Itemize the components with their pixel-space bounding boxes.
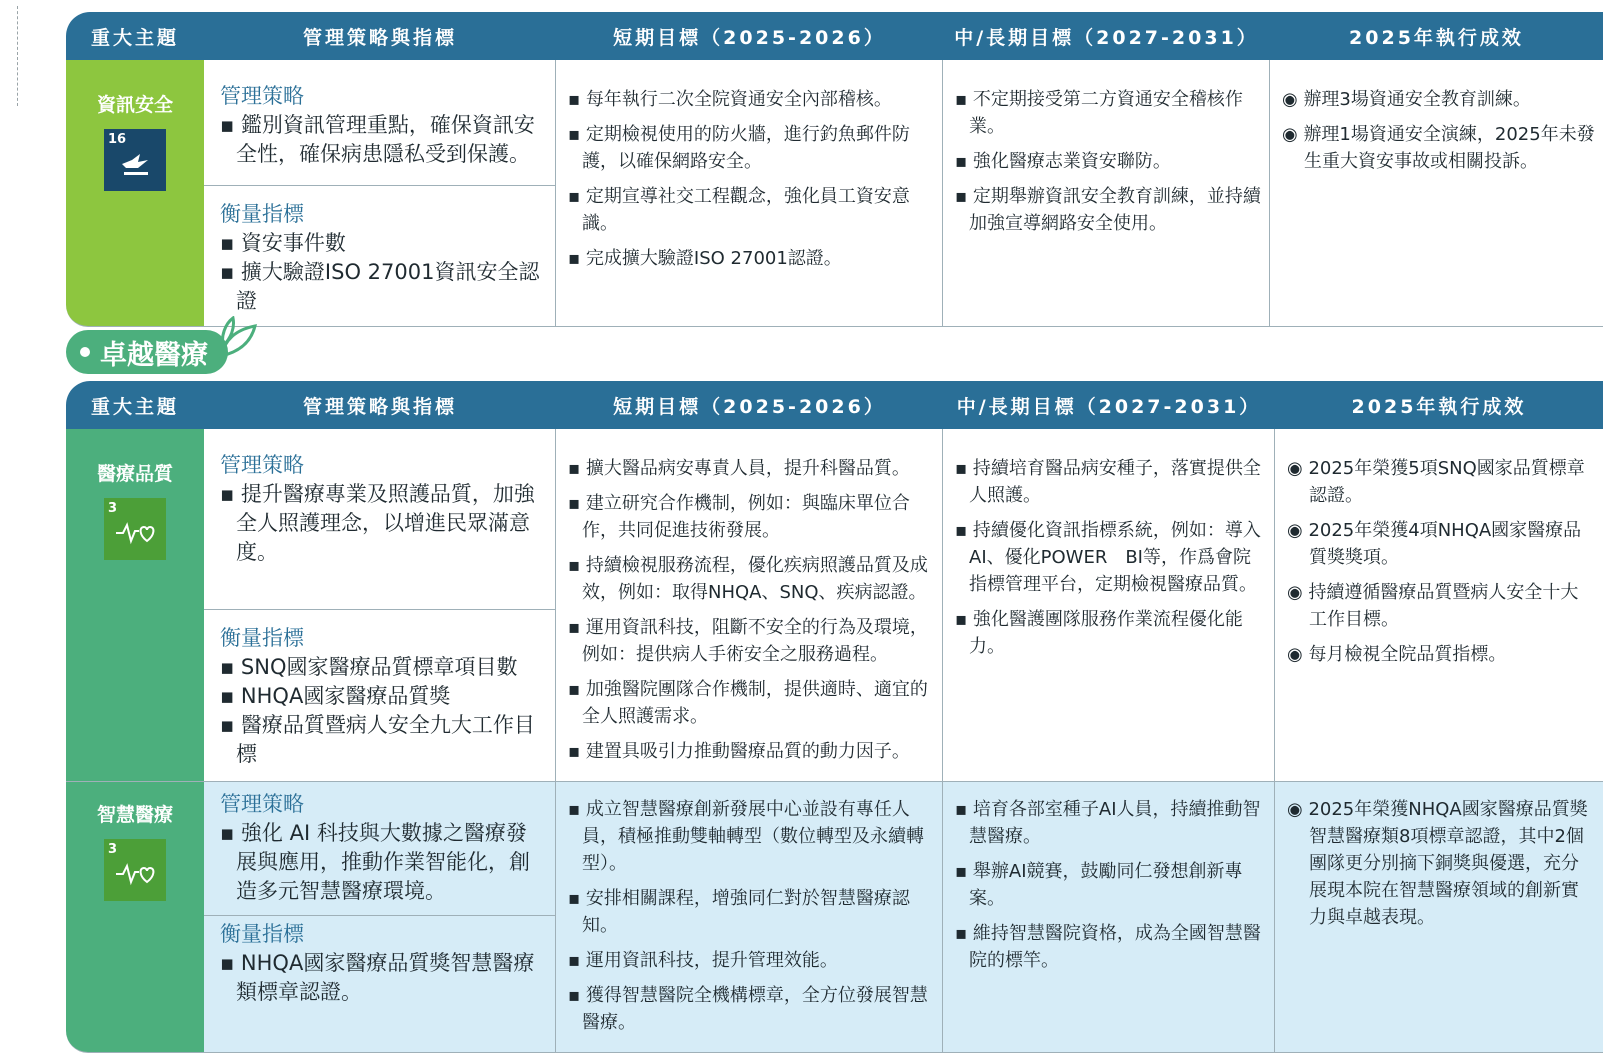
strategy-cell xyxy=(204,782,556,1053)
mid-term-cell xyxy=(943,429,1275,782)
strategy-block xyxy=(204,782,555,916)
strategy-label: 管理策略 xyxy=(220,84,304,108)
header-short-term: 短期目標（2025-2026） xyxy=(556,381,943,429)
list-item: ▪ 持續優化資訊指標系統，例如：導入AI、優化POWER BI等，作爲會院指標管理平台，定期檢視醫療品質。 xyxy=(955,517,1266,598)
list-item: ▪ 運用資訊科技，阻斷不安全的行為及環境，例如：提供病人手術安全之服務過程。 xyxy=(568,614,934,668)
list-item: ◉ 2025年榮獲5項SNQ國家品質標章認證。 xyxy=(1287,455,1595,509)
list-item: ▪ 舉辦AI競賽，鼓勵同仁發想創新專案。 xyxy=(955,858,1266,912)
list-item: ◉ 持續遵循醫療品質暨病人安全十大工作目標。 xyxy=(1287,579,1595,633)
bullet-dot-icon xyxy=(80,347,90,357)
strategy-block xyxy=(204,60,555,186)
indicator-label: 衡量指標 xyxy=(220,202,304,226)
table-header-row xyxy=(66,12,1603,60)
strategy-cell xyxy=(204,60,556,327)
list-item: ▪ 加強醫院團隊合作機制，提供適時、適宜的全人照護需求。 xyxy=(568,676,934,730)
sdg3-good-health-icon: 3 xyxy=(104,839,166,901)
indicator-item: ▪ 擴大驗證ISO 27001資訊安全認證 xyxy=(220,258,543,316)
header-strategy: 管理策略與指標 xyxy=(204,381,556,429)
topic-cell xyxy=(66,782,204,1053)
table-row xyxy=(66,429,1603,782)
section-title: 卓越醫療 xyxy=(66,330,228,374)
list-item: ◉ 每月檢視全院品質指標。 xyxy=(1287,641,1595,668)
table-row xyxy=(66,60,1603,327)
list-item: ◉ 辦理3場資通安全教育訓練。 xyxy=(1282,86,1595,113)
list-item: ▪ 維持智慧醫院資格，成為全國智慧醫院的標竿。 xyxy=(955,920,1266,974)
list-item: ◉ 辦理1場資通安全演練，2025年未發生重大資安事故或相關投訴。 xyxy=(1282,121,1595,175)
strategy-item: ▪ 提升醫療專業及照護品質，加強全人照護理念，以增進民眾滿意度。 xyxy=(220,480,543,567)
header-short-term: 短期目標（2025-2026） xyxy=(556,12,943,60)
sdg16-peace-justice-icon: 16 xyxy=(104,129,166,191)
header-mid-long-term: 中/長期目標（2027-2031） xyxy=(943,12,1270,60)
header-topic: 重大主題 xyxy=(66,381,204,429)
list-item: ▪ 運用資訊科技，提升管理效能。 xyxy=(568,947,934,974)
mid-term-cell xyxy=(943,60,1270,327)
list-item: ▪ 每年執行二次全院資通安全內部稽核。 xyxy=(568,86,934,113)
header-topic: 重大主題 xyxy=(66,12,204,60)
excellent-medical-table xyxy=(66,381,1603,1053)
indicator-block xyxy=(204,916,555,1017)
list-item: ▪ 定期宣導社交工程觀念，強化員工資安意識。 xyxy=(568,183,934,237)
results-cell xyxy=(1270,60,1603,327)
strategy-label: 管理策略 xyxy=(220,453,304,477)
header-strategy: 管理策略與指標 xyxy=(204,12,556,60)
dove-icon xyxy=(118,150,152,180)
indicator-label: 衡量指標 xyxy=(220,922,304,946)
list-item: ▪ 建置具吸引力推動醫療品質的動力因子。 xyxy=(568,738,934,765)
list-item: ▪ 建立研究合作機制，例如：與臨床單位合作，共同促進技術發展。 xyxy=(568,490,934,544)
topic-cell xyxy=(66,60,204,327)
header-mid-long-term: 中/長期目標（2027-2031） xyxy=(943,381,1275,429)
indicator-label: 衡量指標 xyxy=(220,626,304,650)
list-item: ▪ 成立智慧醫療創新發展中心並設有專任人員，積極推動雙軸轉型（數位轉型及永續轉型）。 xyxy=(568,796,934,877)
list-item: ▪ 持續檢視服務流程，優化疾病照護品質及成效，例如：取得NHQA、SNQ、疾病認證。 xyxy=(568,552,934,606)
list-item: ▪ 強化醫療志業資安聯防。 xyxy=(955,148,1261,175)
leaf-icon xyxy=(215,316,261,360)
list-item: ▪ 獲得智慧醫院全機構標章，全方位發展智慧醫療。 xyxy=(568,982,934,1036)
list-item: ▪ 不定期接受第二方資通安全稽核作業。 xyxy=(955,86,1261,140)
short-term-cell xyxy=(556,60,943,327)
indicator-block xyxy=(204,610,555,779)
list-item: ▪ 強化醫護團隊服務作業流程優化能力。 xyxy=(955,606,1266,660)
table-row xyxy=(66,782,1603,1053)
indicator-item: ▪ 醫療品質暨病人安全九大工作目標 xyxy=(220,711,543,769)
heartbeat-icon xyxy=(115,860,155,886)
topic-name: 醫療品質 xyxy=(96,463,173,485)
topic-name: 智慧醫療 xyxy=(96,804,173,826)
sdg3-good-health-icon: 3 xyxy=(104,498,166,560)
list-item: ▪ 定期舉辦資訊安全教育訓練，並持續加強宣導網路安全使用。 xyxy=(955,183,1261,237)
results-cell xyxy=(1275,782,1603,1053)
strategy-item: ▪ 鑑別資訊管理重點，確保資訊安全性，確保病患隱私受到保護。 xyxy=(220,111,543,169)
topic-name: 資訊安全 xyxy=(96,94,173,116)
header-results: 2025年執行成效 xyxy=(1270,12,1603,60)
indicator-block xyxy=(204,186,555,326)
strategy-block xyxy=(204,429,555,610)
list-item: ▪ 擴大醫品病安專責人員，提升科醫品質。 xyxy=(568,455,934,482)
indicator-item: ▪ SNQ國家醫療品質標章項目數 xyxy=(220,653,543,682)
list-item: ◉ 2025年榮獲4項NHQA國家醫療品質獎獎項。 xyxy=(1287,517,1595,571)
indicator-item: ▪ NHQA國家醫療品質獎 xyxy=(220,682,543,711)
strategy-label: 管理策略 xyxy=(220,792,304,816)
list-item: ▪ 定期檢視使用的防火牆，進行釣魚郵件防護，以確保網路安全。 xyxy=(568,121,934,175)
page-side-mark xyxy=(17,6,24,106)
strategy-cell xyxy=(204,429,556,782)
list-item: ▪ 持續培育醫品病安種子，落實提供全人照護。 xyxy=(955,455,1266,509)
strategy-item: ▪ 強化 AI 科技與大數據之醫療發展與應用，推動作業智能化，創造多元智慧醫療環境。 xyxy=(220,819,543,906)
mid-term-cell xyxy=(943,782,1275,1053)
list-item: ▪ 安排相關課程，增強同仁對於智慧醫療認知。 xyxy=(568,885,934,939)
table-header-row xyxy=(66,381,1603,429)
topic-cell xyxy=(66,429,204,782)
list-item: ▪ 培育各部室種子AI人員，持續推動智慧醫療。 xyxy=(955,796,1266,850)
list-item: ▪ 完成擴大驗證ISO 27001認證。 xyxy=(568,245,934,272)
results-cell xyxy=(1275,429,1603,782)
indicator-item: ▪ 資安事件數 xyxy=(220,229,543,258)
short-term-cell xyxy=(556,429,943,782)
heartbeat-icon xyxy=(115,519,155,545)
indicator-item: ▪ NHQA國家醫療品質獎智慧醫療類標章認證。 xyxy=(220,949,543,1007)
info-security-table xyxy=(66,12,1603,327)
list-item: ◉ 2025年榮獲NHQA國家醫療品質獎智慧醫療類8項標章認證，其中2個團隊更分別摘下銅獎與優選，充分展現本院在智慧醫療領域的創新實力與卓越表現。 xyxy=(1287,796,1595,931)
short-term-cell xyxy=(556,782,943,1053)
header-results: 2025年執行成效 xyxy=(1275,381,1603,429)
